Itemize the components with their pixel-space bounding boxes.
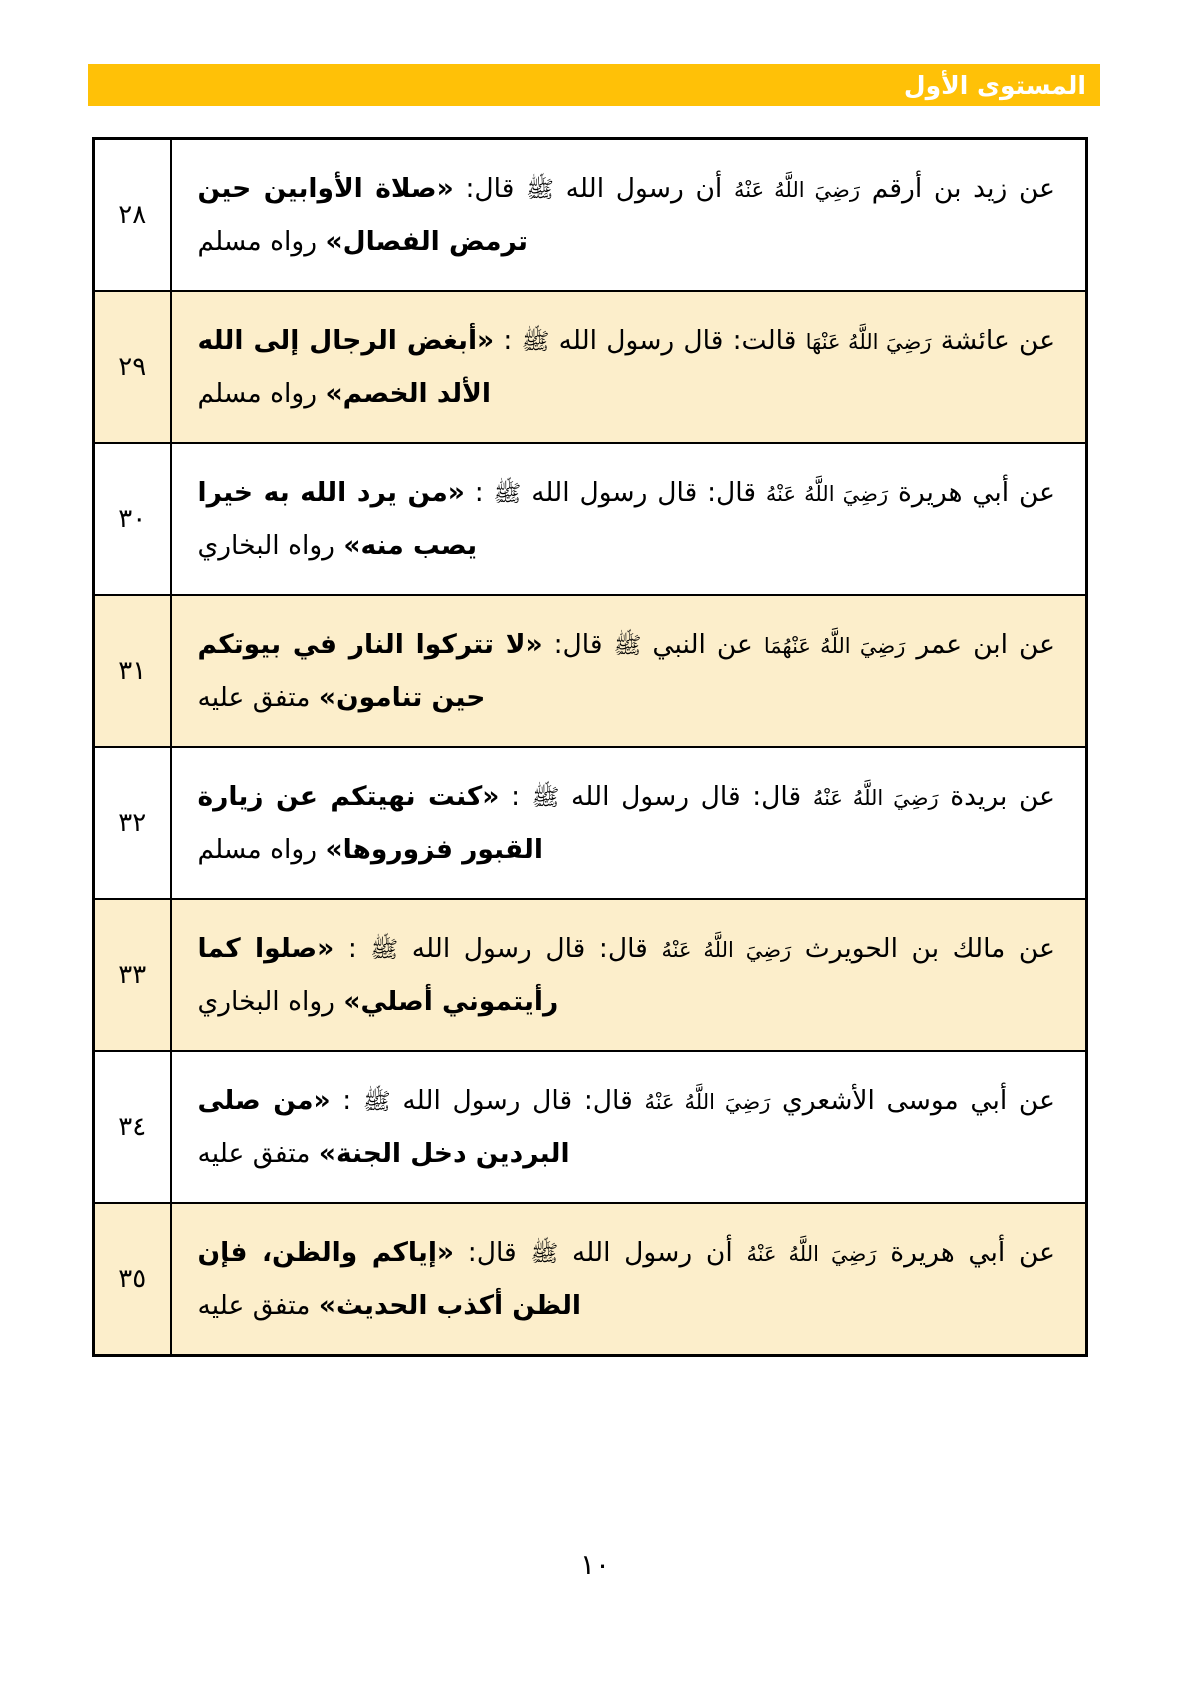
- hadith-intro: قال: قال رسول الله: [411, 933, 648, 964]
- hadith-narrator: عن بريدة: [950, 781, 1055, 812]
- hadith-number: ٣٣: [118, 960, 147, 990]
- hadith-said: :: [347, 933, 357, 964]
- table-row: [94, 139, 1087, 292]
- hadith-table-body: [94, 139, 1087, 1356]
- salawat-icon: ﷺ: [362, 1089, 391, 1115]
- hadith-said: :: [342, 1085, 352, 1116]
- hadith-text: [198, 314, 1056, 420]
- hadith-intro: أن رسول الله: [565, 173, 723, 204]
- hadith-intro: قالت: قال رسول الله: [558, 325, 797, 356]
- hadith-intro: أن رسول الله: [572, 1237, 733, 1268]
- hadith-number: ٣٥: [118, 1264, 147, 1294]
- hadith-number: ٣١: [118, 656, 147, 686]
- hadith-said: :: [474, 477, 484, 508]
- hadith-narrator: عن أبي هريرة: [897, 477, 1055, 508]
- hadith-said: قال:: [465, 173, 515, 204]
- companion-honorific-icon: رَضِيَ اللَّهُ عَنْهُ: [812, 786, 939, 810]
- hadith-said: قال:: [553, 629, 603, 660]
- hadith-quote: «أبغض الرجال إلى الله الألد الخصم»: [197, 325, 495, 409]
- salawat-icon: ﷺ: [493, 481, 522, 507]
- hadith-narrator: عن مالك بن الحويرث: [804, 933, 1055, 964]
- hadith-source: رواه مسلم: [197, 378, 318, 409]
- hadith-source: رواه البخاري: [197, 530, 335, 561]
- table-row: [94, 1051, 1087, 1203]
- hadith-text: [198, 1226, 1056, 1332]
- hadith-text-cell: [171, 291, 1087, 443]
- hadith-text: [198, 1074, 1056, 1180]
- hadith-text: [198, 466, 1056, 572]
- companion-honorific-icon: رَضِيَ اللَّهُ عَنْهُ: [765, 482, 889, 506]
- hadith-narrator: عن ابن عمر: [916, 629, 1055, 660]
- hadith-source: متفق عليه: [197, 1138, 311, 1169]
- hadith-intro: قال: قال رسول الله: [571, 781, 802, 812]
- companion-honorific-icon: رَضِيَ اللَّهُ عَنْهُ: [661, 938, 792, 962]
- hadith-text: [198, 770, 1056, 876]
- hadith-text-cell: [171, 1203, 1087, 1356]
- hadith-number-cell: [94, 1203, 171, 1356]
- companion-honorific-icon: رَضِيَ اللَّهُ عَنْهَا: [805, 330, 932, 354]
- hadith-text-cell: [171, 443, 1087, 595]
- salawat-icon: ﷺ: [526, 177, 554, 203]
- hadith-quote: «من صلى البردين دخل الجنة»: [197, 1085, 570, 1169]
- table-row: [94, 595, 1087, 747]
- hadith-text-cell: [171, 747, 1087, 899]
- hadith-number-cell: [94, 291, 171, 443]
- companion-honorific-icon: رَضِيَ اللَّهُ عَنْهُ: [734, 178, 860, 202]
- hadith-number-cell: [94, 595, 171, 747]
- page-title: المستوى الأول: [903, 70, 1086, 100]
- hadith-number-cell: [94, 443, 171, 595]
- header-banner: [88, 64, 1100, 106]
- hadith-number-cell: [94, 139, 171, 292]
- hadith-narrator: عن أبي موسى الأشعري: [782, 1085, 1055, 1116]
- hadith-table: [92, 137, 1088, 1357]
- hadith-number-cell: [94, 1051, 171, 1203]
- hadith-number: ٢٩: [118, 352, 147, 382]
- hadith-intro: قال: قال رسول الله: [402, 1085, 633, 1116]
- hadith-text: [198, 922, 1056, 1028]
- hadith-text-cell: [171, 1051, 1087, 1203]
- table-row: [94, 291, 1087, 443]
- hadith-number: ٣٢: [118, 808, 147, 838]
- salawat-icon: ﷺ: [370, 937, 399, 963]
- hadith-source: متفق عليه: [197, 682, 311, 713]
- table-row: [94, 747, 1087, 899]
- hadith-text-cell: [171, 899, 1087, 1051]
- table-row: [94, 443, 1087, 595]
- companion-honorific-icon: رَضِيَ اللَّهُ عَنْهُ: [644, 1090, 771, 1114]
- hadith-number: ٣٠: [118, 504, 147, 534]
- hadith-text-cell: [171, 595, 1087, 747]
- hadith-number-cell: [94, 899, 171, 1051]
- hadith-quote: «صلاة الأوابين حين ترمض الفصال»: [197, 173, 528, 257]
- hadith-quote: «كنت نهيتكم عن زيارة القبور فزوروها»: [197, 781, 543, 865]
- hadith-quote: «صلوا كما رأيتموني أصلي»: [197, 933, 559, 1017]
- hadith-narrator: عن عائشة: [940, 325, 1056, 356]
- hadith-text: [198, 618, 1056, 724]
- table-row: [94, 1203, 1087, 1356]
- salawat-icon: ﷺ: [521, 329, 550, 355]
- hadith-said: قال:: [467, 1237, 517, 1268]
- hadith-source: رواه مسلم: [197, 834, 318, 865]
- salawat-icon: ﷺ: [530, 1241, 559, 1267]
- salawat-icon: ﷺ: [531, 785, 560, 811]
- hadith-number: ٣٤: [118, 1112, 147, 1142]
- companion-honorific-icon: رَضِيَ اللَّهُ عَنْهُمَا: [763, 634, 906, 658]
- hadith-narrator: عن أبي هريرة: [890, 1237, 1055, 1268]
- hadith-source: رواه البخاري: [197, 986, 335, 1017]
- hadith-source: رواه مسلم: [197, 226, 318, 257]
- hadith-narrator: عن زيد بن أرقم: [871, 173, 1055, 204]
- hadith-quote: «إياكم والظن، فإن الظن أكذب الحديث»: [197, 1237, 581, 1321]
- hadith-quote: «لا تتركوا النار في بيوتكم حين تنامون»: [197, 629, 543, 713]
- hadith-intro: عن النبي: [652, 629, 753, 660]
- hadith-quote: «من يرد الله به خيرا يصب منه»: [197, 477, 478, 561]
- hadith-intro: قال: قال رسول الله: [531, 477, 757, 508]
- page-number: ١٠: [579, 1548, 611, 1581]
- hadith-said: :: [503, 325, 513, 356]
- companion-honorific-icon: رَضِيَ اللَّهُ عَنْهُ: [746, 1242, 877, 1266]
- hadith-text: [198, 162, 1056, 268]
- hadith-said: :: [511, 781, 520, 812]
- hadith-number: ٢٨: [118, 200, 147, 230]
- hadith-number-cell: [94, 747, 171, 899]
- table-row: [94, 899, 1087, 1051]
- hadith-text-cell: [171, 139, 1087, 292]
- hadith-source: متفق عليه: [197, 1290, 311, 1321]
- salawat-icon: ﷺ: [613, 633, 642, 659]
